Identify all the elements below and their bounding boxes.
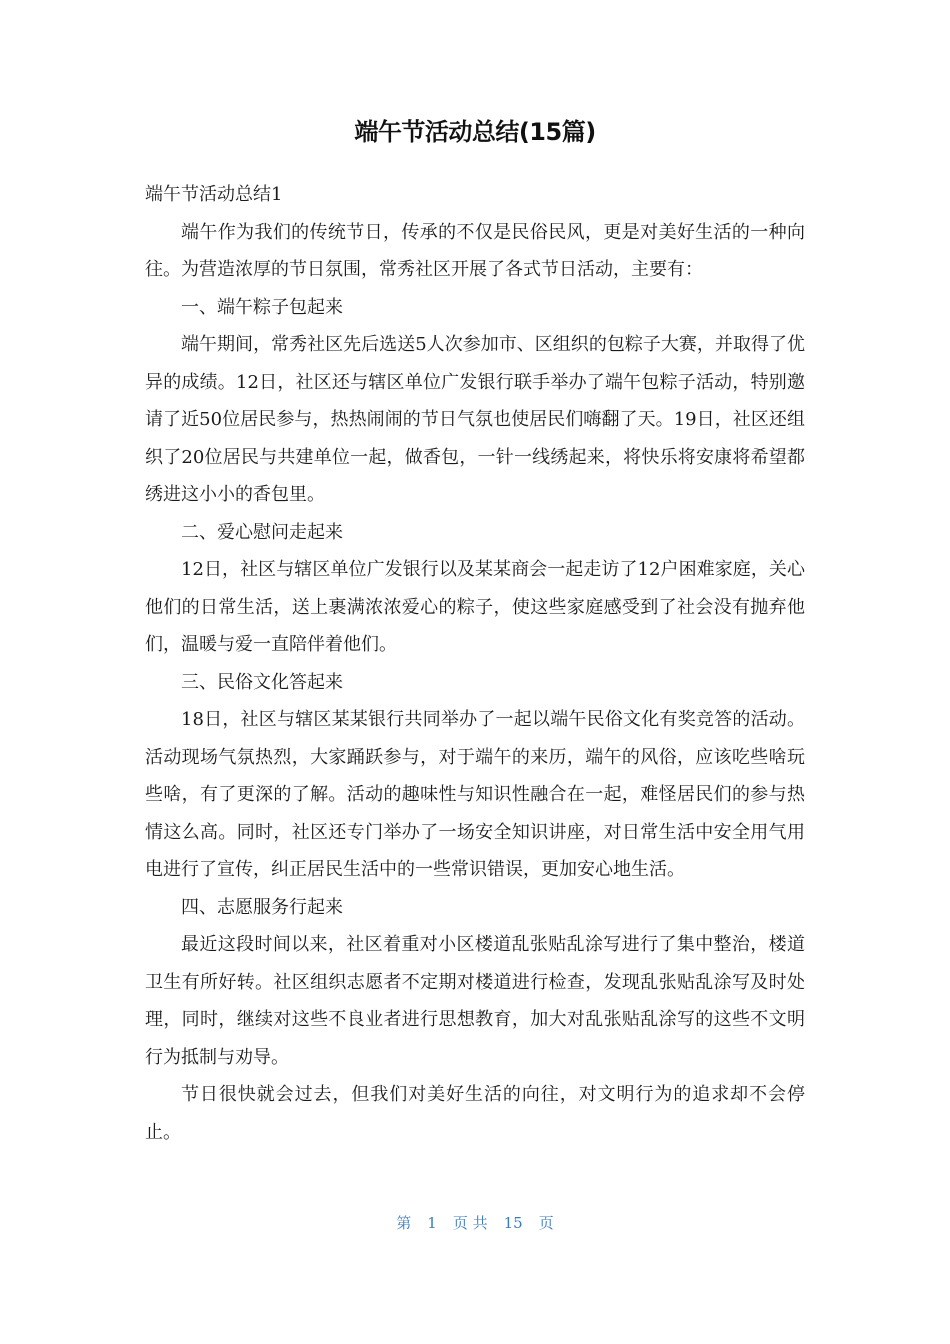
footer-page-label: 第	[396, 1214, 412, 1232]
paragraph: 端午期间，常秀社区先后选送5人次参加市、区组织的包粽子大赛，并取得了优异的成绩。12日，社区还与辖区单位广发银行联手举办了端午包粽子活动，特别邀请了近50位居民参与，热热闹闹的节日气氛也使居民们嗨翻了天。19日，社区还组织了20位居民与共建单位一起，做香包，一针一线绣起来，将快乐将安康将希望都绣进这小小的香包里。	[145, 334, 805, 505]
subsection-heading: 二、爱心慰问走起来	[181, 521, 343, 543]
subsection-heading: 三、民俗文化答起来	[181, 671, 343, 693]
subsection-heading: 一、端午粽子包起来	[181, 296, 343, 318]
footer-pages-label: 页	[538, 1214, 554, 1232]
paragraph: 12日，社区与辖区单位广发银行以及某某商会一起走访了12户困难家庭，关心他们的日常生活，送上裹满浓浓爱心的粽子，使这些家庭感受到了社会没有抛弃他们，温暖与爱一直陪伴着他们。	[145, 559, 805, 655]
footer-of-label: 页 共	[452, 1214, 488, 1232]
paragraph: 最近这段时间以来，社区着重对小区楼道乱张贴乱涂写进行了集中整治，楼道卫生有所好转。社区组织志愿者不定期对楼道进行检查，发现乱张贴乱涂写及时处理，同时，继续对这些不良业者进行思想教育，加大对乱张贴乱涂写的这些不文明行为抵制与劝导。	[145, 934, 805, 1068]
section-heading: 端午节活动总结1	[145, 184, 283, 205]
subsection-heading: 四、志愿服务行起来	[181, 896, 343, 918]
page-footer	[0, 1212, 950, 1233]
document-body	[145, 176, 805, 1151]
footer-current-page: 1	[427, 1214, 437, 1232]
footer-total-pages: 15	[503, 1214, 523, 1232]
closing-paragraph: 节日很快就会过去，但我们对美好生活的向往，对文明行为的追求却不会停止。	[145, 1084, 805, 1143]
page-title: 端午节活动总结(15篇)	[354, 118, 596, 146]
paragraph: 端午作为我们的传统节日，传承的不仅是民俗民风，更是对美好生活的一种向往。为营造浓厚的节日氛围，常秀社区开展了各式节日活动，主要有：	[145, 221, 805, 280]
paragraph: 18日，社区与辖区某某银行共同举办了一起以端午民俗文化有奖竞答的活动。活动现场气氛热烈，大家踊跃参与，对于端午的来历，端午的风俗，应该吃些啥玩些啥，有了更深的了解。活动的趣味性与知识性融合在一起，难怪居民们的参与热情这么高。同时，社区还专门举办了一场安全知识讲座，对日常生活中安全用气用电进行了宣传，纠正居民生活中的一些常识错误，更加安心地生活。	[145, 709, 805, 880]
